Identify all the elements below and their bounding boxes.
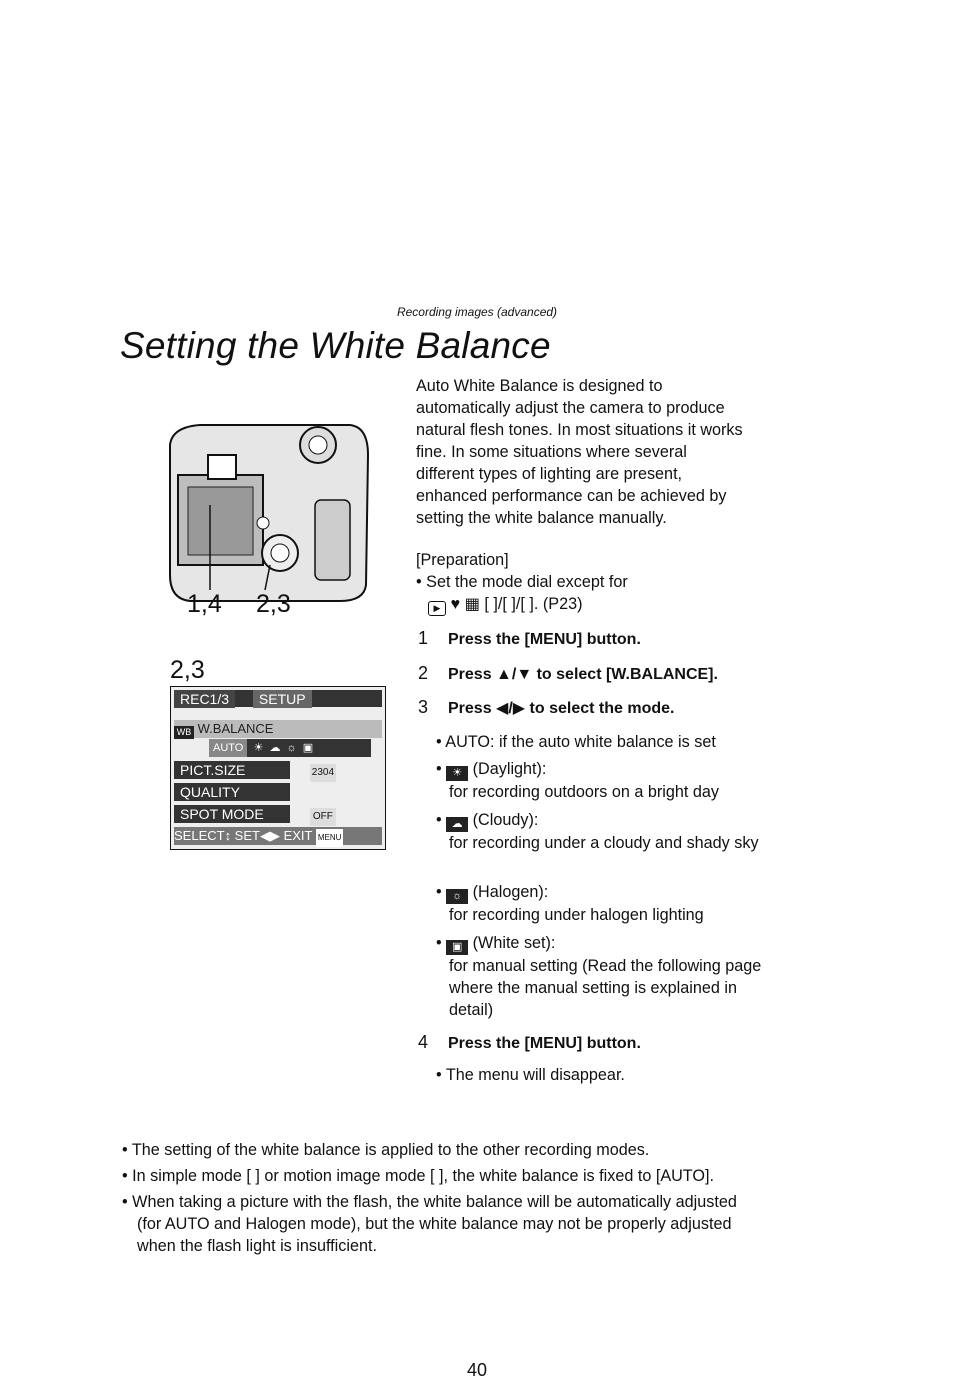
step-text: Press ▲/▼ to select [W.BALANCE]. bbox=[448, 666, 718, 683]
menu-spotmode-row bbox=[174, 805, 382, 823]
tab-setup: SETUP bbox=[253, 690, 312, 708]
menu-wbalance-label: W.BALANCE bbox=[197, 721, 274, 736]
notes-list bbox=[122, 1139, 762, 1261]
mode-auto-text: AUTO: if the auto white balance is set bbox=[445, 733, 716, 751]
note-text: When taking a picture with the flash, the white balance will be automatically adjusted (for AUTO and Halogen mode), but the white balance may not be properly adjusted when the flash light is insufficient. bbox=[132, 1193, 737, 1255]
daylight-icon: ☀ bbox=[250, 742, 267, 754]
halogen-icon: ☼ bbox=[286, 742, 300, 754]
intro-paragraph bbox=[416, 375, 786, 529]
intro-line: natural flesh tones. In most situations it works bbox=[416, 421, 743, 439]
note-item: • When taking a picture with the flash, the white balance will be automatically adjusted (for AUTO and Halogen mode), but the white balance may not be properly adjusted when the flash light is insufficient. bbox=[122, 1193, 737, 1255]
step-1 bbox=[418, 628, 641, 649]
menu-wb-options bbox=[209, 739, 371, 757]
step-number: 3 bbox=[418, 697, 429, 717]
preparation-bullet-text: Set the mode dial except for bbox=[426, 573, 628, 591]
menu-tabs bbox=[174, 690, 382, 707]
step-text: Press ◀/▶ to select the mode. bbox=[448, 700, 675, 717]
menu-auto-option: AUTO bbox=[209, 739, 247, 757]
menu-pictsize-value: 2304 bbox=[310, 764, 336, 782]
camera-label-buttons: 1,4 bbox=[187, 590, 222, 618]
step-text: Press the [MENU] button. bbox=[448, 631, 641, 648]
menu-spotmode-label: SPOT MODE bbox=[174, 805, 290, 823]
halogen-icon: ☼ bbox=[446, 889, 468, 904]
tab-rec: REC1/3 bbox=[174, 690, 235, 708]
camera-illustration bbox=[160, 415, 375, 605]
intro-line: different types of lighting are present, bbox=[416, 465, 683, 483]
menu-screen bbox=[170, 686, 386, 850]
menu-quality-row bbox=[174, 783, 382, 801]
menu-spotmode-value: OFF bbox=[310, 808, 336, 826]
intro-line: enhanced performance can be achieved by bbox=[416, 487, 727, 505]
intro-line: Auto White Balance is designed to bbox=[416, 377, 663, 395]
intro-line: setting the white balance manually. bbox=[416, 509, 667, 527]
cloudy-icon: ☁ bbox=[446, 817, 468, 832]
mode-cloudy: • ☁ (Cloudy): for recording under a cloudy and shady sky bbox=[436, 809, 776, 854]
step-number: 4 bbox=[418, 1032, 429, 1052]
mode-daylight-desc: for recording outdoors on a bright day bbox=[449, 783, 719, 801]
wb-icon: WB bbox=[174, 726, 194, 739]
step-4 bbox=[418, 1032, 641, 1053]
mode-whiteset: • ▣ (White set): for manual setting (Read the following page where the manual setting is explained in detail) bbox=[436, 932, 776, 1021]
menu-wbalance-row bbox=[174, 720, 382, 738]
menu-pictsize-row bbox=[174, 761, 382, 779]
note-item: • In simple mode [ ] or motion image mode [ ], the white balance is fixed to [AUTO]. bbox=[122, 1167, 714, 1185]
mode-halogen: • ☼ (Halogen): for recording under halogen lighting bbox=[436, 881, 776, 926]
menu-footer-menu: MENU bbox=[316, 829, 344, 847]
camera-label-arrows: 2,3 bbox=[256, 590, 291, 618]
film-icon: ▦ bbox=[464, 595, 480, 613]
mode-daylight-title: (Daylight): bbox=[472, 760, 547, 778]
page-number: 40 bbox=[466, 1360, 488, 1380]
page-title: Setting the White Balance bbox=[120, 325, 551, 366]
mode-daylight: • ☀ (Daylight): for recording outdoors on a bright day bbox=[436, 758, 776, 803]
step-number: 2 bbox=[418, 663, 429, 683]
menu-quality-label: QUALITY bbox=[174, 783, 290, 801]
cloudy-icon: ☁ bbox=[269, 742, 284, 754]
step-4-note: • The menu will disappear. bbox=[436, 1066, 625, 1084]
step-text: Press the [MENU] button. bbox=[448, 1035, 641, 1052]
step-4-note-text: The menu will disappear. bbox=[445, 1066, 625, 1084]
mode-whiteset-desc: for manual setting (Read the following page where the manual setting is explained in detail) bbox=[449, 957, 762, 1019]
mode-auto: • AUTO: if the auto white balance is set bbox=[436, 733, 716, 751]
preparation-heading: [Preparation] bbox=[416, 551, 509, 569]
intro-line: automatically adjust the camera to produce bbox=[416, 399, 725, 417]
note-text: In simple mode [ ] or motion image mode [ ], the white balance is fixed to [AUTO]. bbox=[132, 1167, 714, 1185]
note-text: The setting of the white balance is applied to the other recording modes. bbox=[131, 1141, 650, 1159]
heart-icon: ♥ bbox=[450, 595, 461, 613]
mode-halogen-desc: for recording under halogen lighting bbox=[449, 906, 704, 924]
intro-line: fine. In some situations where several bbox=[416, 443, 687, 461]
preparation-block bbox=[416, 549, 776, 616]
menu-pictsize-label: PICT.SIZE bbox=[174, 761, 290, 779]
playback-icon: ▶ bbox=[428, 601, 446, 616]
menu-footer bbox=[174, 827, 382, 845]
preparation-bullet: • Set the mode dial except for bbox=[416, 573, 628, 591]
mode-cloudy-title: (Cloudy): bbox=[472, 811, 539, 829]
whiteset-icon: ▣ bbox=[446, 940, 468, 955]
whiteset-icon: ▣ bbox=[302, 742, 314, 754]
step-3 bbox=[418, 697, 674, 718]
preparation-modes bbox=[416, 593, 776, 616]
mode-cloudy-desc: for recording under a cloudy and shady sky bbox=[449, 834, 759, 852]
menu-footer-hint: SELECT↕ SET◀▶ EXIT bbox=[174, 828, 313, 843]
step-number: 1 bbox=[418, 628, 429, 648]
mode-whiteset-title: (White set): bbox=[472, 934, 556, 952]
section-header: Recording images (advanced) bbox=[396, 305, 558, 319]
daylight-icon: ☀ bbox=[446, 766, 468, 781]
mode-halogen-title: (Halogen): bbox=[472, 883, 549, 901]
note-item: • The setting of the white balance is applied to the other recording modes. bbox=[122, 1141, 650, 1159]
menu-step-label: 2,3 bbox=[170, 656, 205, 684]
step-2 bbox=[418, 663, 718, 684]
preparation-modes-text: [ ]/[ ]/[ ]. (P23) bbox=[484, 595, 583, 613]
